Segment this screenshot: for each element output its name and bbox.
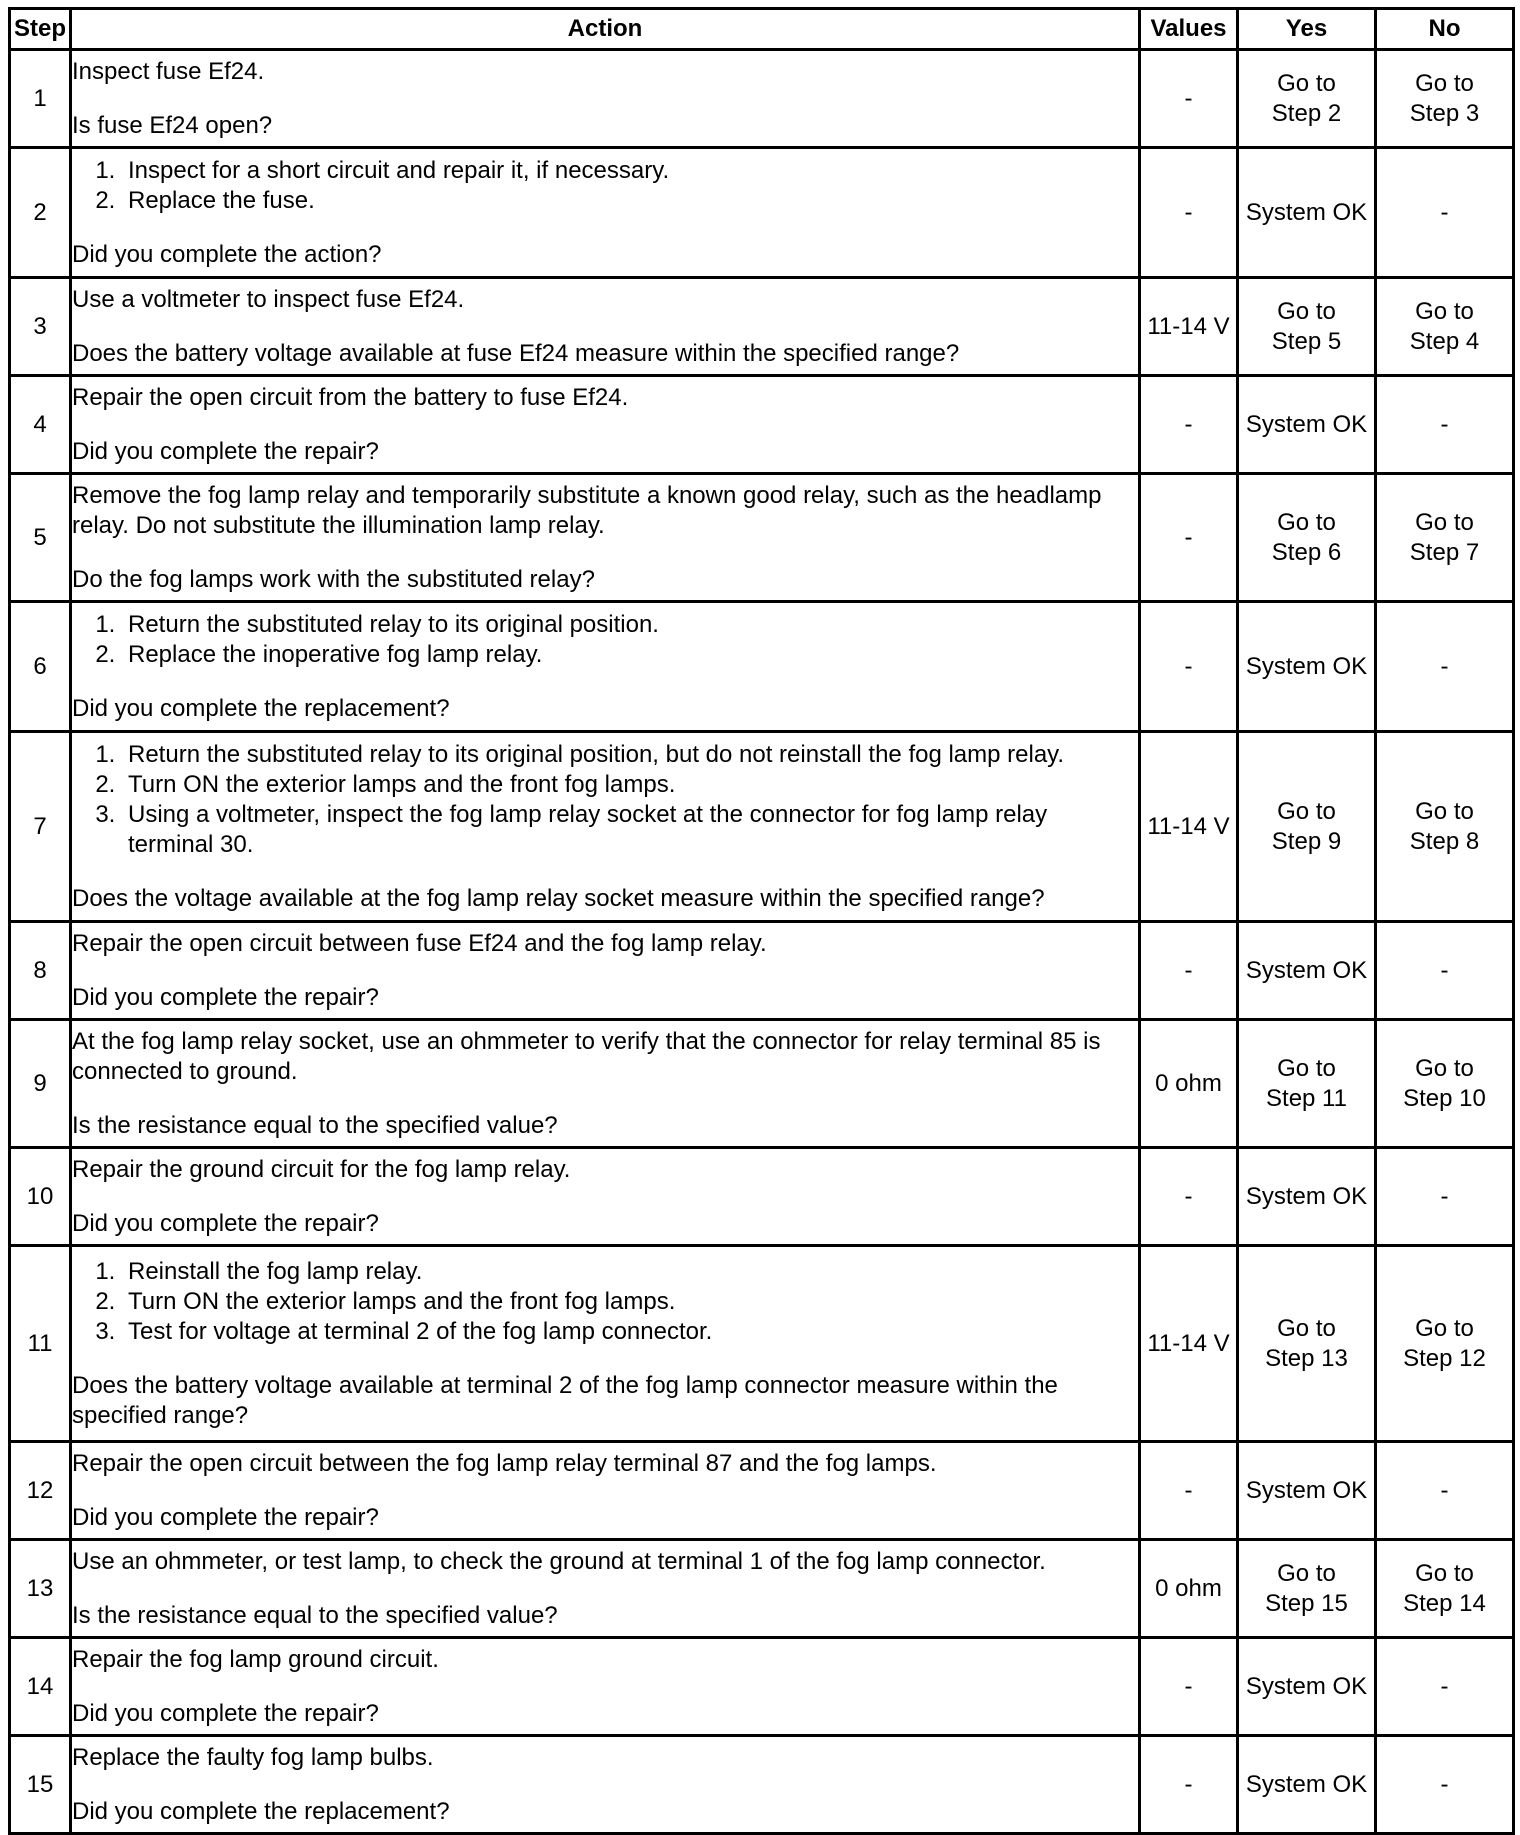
step-number: 2 <box>10 148 71 278</box>
yes-result-line: Go to <box>1277 1054 1336 1082</box>
header-values: Values <box>1140 9 1238 50</box>
yes-result-cell <box>1238 1540 1376 1638</box>
action-list-item: 1. Inspect for a short circuit and repair it, if necessary. <box>122 156 1138 186</box>
action-question: Does the battery voltage available at terminal 2 of the fog lamp connector measure within the specified range? <box>72 1371 1058 1429</box>
step-number: 15 <box>10 1736 71 1834</box>
action-list-item: 2. Turn ON the exterior lamps and the front fog lamps. <box>122 1287 1138 1317</box>
action-list-item: 1. Return the substituted relay to its original position, but do not reinstall the fog lamp relay. <box>122 740 1138 770</box>
yes-result-cell <box>1238 1442 1376 1540</box>
no-result-cell <box>1376 732 1514 922</box>
step-number: 9 <box>10 1020 71 1148</box>
no-result-line: - <box>1440 410 1449 438</box>
values-cell: 0 ohm <box>1140 1020 1238 1148</box>
action-cell <box>71 602 1140 732</box>
no-result-cell <box>1376 1638 1514 1736</box>
table-row <box>10 922 1514 1020</box>
action-question: Is the resistance equal to the specified value? <box>72 1111 558 1139</box>
table-row <box>10 50 1514 148</box>
action-list-item: 1. Reinstall the fog lamp relay. <box>122 1257 1138 1287</box>
no-result-line: Step 14 <box>1403 1589 1486 1617</box>
spacer <box>72 216 1138 240</box>
spacer <box>72 315 1138 339</box>
spacer <box>72 959 1138 983</box>
yes-result-line: Step 9 <box>1271 827 1342 855</box>
values-cell: 11-14 V <box>1140 732 1238 922</box>
action-text: Inspect fuse Ef24. <box>72 57 265 85</box>
action-question: Is the resistance equal to the specified value? <box>72 1601 558 1629</box>
step-number: 1 <box>10 50 71 148</box>
step-number: 10 <box>10 1148 71 1246</box>
no-result-line: Go to <box>1415 797 1474 825</box>
no-result-line: - <box>1440 1476 1449 1504</box>
step-number: 5 <box>10 474 71 602</box>
step-number: 11 <box>10 1246 71 1442</box>
yes-result-line: Step 6 <box>1271 538 1342 566</box>
yes-result-cell <box>1238 1020 1376 1148</box>
yes-result-line: Step 11 <box>1266 1084 1347 1112</box>
no-result-cell <box>1376 1540 1514 1638</box>
no-result-cell <box>1376 278 1514 376</box>
yes-result-cell <box>1238 474 1376 602</box>
action-list <box>72 156 1138 216</box>
values-cell: - <box>1140 1148 1238 1246</box>
no-result-cell <box>1376 1148 1514 1246</box>
yes-result-line: Step 13 <box>1265 1344 1348 1372</box>
values-cell: 11-14 V <box>1140 1246 1238 1442</box>
action-text: Replace the faulty fog lamp bulbs. <box>72 1743 434 1771</box>
table-row <box>10 278 1514 376</box>
step-number: 8 <box>10 922 71 1020</box>
action-cell <box>71 1442 1140 1540</box>
action-question: Does the battery voltage available at fuse Ef24 measure within the specified range? <box>72 339 960 367</box>
action-list-item: 2. Turn ON the exterior lamps and the front fog lamps. <box>122 770 1138 800</box>
action-list-item: 2. Replace the fuse. <box>122 186 1138 216</box>
spacer <box>72 860 1138 884</box>
spacer <box>72 1479 1138 1503</box>
action-list-item: 3. Test for voltage at terminal 2 of the fog lamp connector. <box>122 1317 1138 1347</box>
action-cell <box>71 1540 1140 1638</box>
no-result-line: - <box>1440 956 1449 984</box>
no-result-line: Go to <box>1415 1054 1474 1082</box>
step-number: 3 <box>10 278 71 376</box>
table-row <box>10 732 1514 922</box>
spacer <box>72 1675 1138 1699</box>
no-result-line: Step 12 <box>1403 1344 1486 1372</box>
action-cell <box>71 922 1140 1020</box>
action-cell <box>71 1638 1140 1736</box>
yes-result-line: Go to <box>1277 797 1336 825</box>
yes-result-cell <box>1238 1638 1376 1736</box>
table-row <box>10 1020 1514 1148</box>
action-cell <box>71 50 1140 148</box>
spacer <box>72 1087 1138 1111</box>
step-number: 12 <box>10 1442 71 1540</box>
table-row <box>10 1736 1514 1834</box>
action-cell <box>71 732 1140 922</box>
values-cell: - <box>1140 1736 1238 1834</box>
yes-result-cell <box>1238 50 1376 148</box>
no-result-line: - <box>1440 1770 1449 1798</box>
table-row <box>10 376 1514 474</box>
table-row <box>10 148 1514 278</box>
action-cell <box>71 474 1140 602</box>
yes-result-line: System OK <box>1245 1770 1368 1798</box>
table-body <box>10 50 1514 1834</box>
yes-result-cell <box>1238 1736 1376 1834</box>
no-result-line: Step 4 <box>1409 327 1480 355</box>
action-text: Repair the open circuit from the battery to fuse Ef24. <box>72 383 629 411</box>
yes-result-line: System OK <box>1245 198 1368 226</box>
action-list-item: 1. Return the substituted relay to its original position. <box>122 610 1138 640</box>
action-question: Do the fog lamps work with the substituted relay? <box>72 565 595 593</box>
no-result-line: Go to <box>1415 508 1474 536</box>
step-number: 4 <box>10 376 71 474</box>
no-result-line: Step 8 <box>1409 827 1480 855</box>
yes-result-line: System OK <box>1245 956 1368 984</box>
header-step: Step <box>10 9 71 50</box>
action-question: Did you complete the repair? <box>72 1209 379 1237</box>
yes-result-line: Step 2 <box>1271 99 1342 127</box>
step-number: 6 <box>10 602 71 732</box>
yes-result-cell <box>1238 602 1376 732</box>
yes-result-line: Go to <box>1277 69 1336 97</box>
no-result-line: - <box>1440 198 1449 226</box>
values-cell: - <box>1140 474 1238 602</box>
yes-result-cell <box>1238 278 1376 376</box>
no-result-cell <box>1376 148 1514 278</box>
action-list-item: 3. Using a voltmeter, inspect the fog lamp relay socket at the connector for fog lamp relay terminal 30. <box>122 800 1138 860</box>
yes-result-line: Step 5 <box>1271 327 1342 355</box>
yes-result-line: Step 15 <box>1265 1589 1348 1617</box>
yes-result-line: Go to <box>1277 1314 1336 1342</box>
no-result-cell <box>1376 1246 1514 1442</box>
header-no: No <box>1376 9 1514 50</box>
values-cell: - <box>1140 376 1238 474</box>
yes-result-line: System OK <box>1245 652 1368 680</box>
no-result-line: Step 10 <box>1403 1084 1486 1112</box>
header-action: Action <box>71 9 1140 50</box>
spacer <box>72 87 1138 111</box>
yes-result-cell <box>1238 1148 1376 1246</box>
action-cell <box>71 376 1140 474</box>
spacer <box>72 1185 1138 1209</box>
action-question: Did you complete the replacement? <box>72 1797 450 1825</box>
step-number: 13 <box>10 1540 71 1638</box>
no-result-line: Go to <box>1415 1314 1474 1342</box>
no-result-cell <box>1376 922 1514 1020</box>
no-result-line: - <box>1440 652 1449 680</box>
action-question: Is fuse Ef24 open? <box>72 111 273 139</box>
no-result-cell <box>1376 376 1514 474</box>
values-cell: 0 ohm <box>1140 1540 1238 1638</box>
diagnostic-table <box>8 7 1515 1835</box>
values-cell: - <box>1140 1442 1238 1540</box>
action-list <box>72 1257 1138 1347</box>
action-text: At the fog lamp relay socket, use an ohmmeter to verify that the connector for relay terminal 85 is connected to ground. <box>72 1027 1101 1085</box>
yes-result-line: Go to <box>1277 1559 1336 1587</box>
yes-result-cell <box>1238 148 1376 278</box>
step-number: 14 <box>10 1638 71 1736</box>
table-row <box>10 1442 1514 1540</box>
no-result-cell <box>1376 474 1514 602</box>
action-question: Did you complete the repair? <box>72 1503 379 1531</box>
values-cell: - <box>1140 1638 1238 1736</box>
no-result-cell <box>1376 602 1514 732</box>
no-result-line: Go to <box>1415 1559 1474 1587</box>
action-question: Does the voltage available at the fog lamp relay socket measure within the specified range? <box>72 884 1045 912</box>
action-cell <box>71 148 1140 278</box>
no-result-line: Step 7 <box>1409 538 1480 566</box>
no-result-line: Go to <box>1415 69 1474 97</box>
values-cell: - <box>1140 922 1238 1020</box>
yes-result-line: System OK <box>1245 1672 1368 1700</box>
spacer <box>72 1347 1138 1371</box>
action-text: Repair the fog lamp ground circuit. <box>72 1645 439 1673</box>
table-row <box>10 1148 1514 1246</box>
yes-result-cell <box>1238 1246 1376 1442</box>
action-text: Use an ohmmeter, or test lamp, to check the ground at terminal 1 of the fog lamp connector. <box>72 1547 1046 1575</box>
no-result-cell <box>1376 1020 1514 1148</box>
values-cell: - <box>1140 148 1238 278</box>
action-question: Did you complete the repair? <box>72 983 379 1011</box>
action-text: Repair the open circuit between fuse Ef24 and the fog lamp relay. <box>72 929 767 957</box>
action-cell <box>71 1246 1140 1442</box>
spacer <box>72 670 1138 694</box>
action-question: Did you complete the repair? <box>72 437 379 465</box>
action-text: Use a voltmeter to inspect fuse Ef24. <box>72 285 465 313</box>
action-text: Repair the ground circuit for the fog lamp relay. <box>72 1155 571 1183</box>
step-number: 7 <box>10 732 71 922</box>
action-cell <box>71 1736 1140 1834</box>
no-result-cell <box>1376 1736 1514 1834</box>
action-cell <box>71 1020 1140 1148</box>
no-result-cell <box>1376 50 1514 148</box>
values-cell: 11-14 V <box>1140 278 1238 376</box>
action-list <box>72 740 1138 860</box>
header-row <box>10 9 1514 50</box>
spacer <box>72 1577 1138 1601</box>
yes-result-line: System OK <box>1245 1182 1368 1210</box>
action-list <box>72 610 1138 670</box>
values-cell: - <box>1140 50 1238 148</box>
yes-result-line: Go to <box>1277 508 1336 536</box>
no-result-line: Go to <box>1415 297 1474 325</box>
action-question: Did you complete the action? <box>72 240 382 268</box>
table-row <box>10 602 1514 732</box>
yes-result-line: Go to <box>1277 297 1336 325</box>
action-text: Remove the fog lamp relay and temporarily substitute a known good relay, such as the headlamp relay. Do not substitute the illumination lamp relay. <box>72 481 1102 539</box>
table-row <box>10 1246 1514 1442</box>
spacer <box>72 541 1138 565</box>
table-row <box>10 474 1514 602</box>
values-cell: - <box>1140 602 1238 732</box>
action-cell <box>71 278 1140 376</box>
yes-result-cell <box>1238 376 1376 474</box>
yes-result-cell <box>1238 732 1376 922</box>
spacer <box>72 1773 1138 1797</box>
spacer <box>72 413 1138 437</box>
yes-result-line: System OK <box>1245 410 1368 438</box>
yes-result-line: System OK <box>1245 1476 1368 1504</box>
table-row <box>10 1638 1514 1736</box>
no-result-line: - <box>1440 1182 1449 1210</box>
action-question: Did you complete the replacement? <box>72 694 450 722</box>
action-cell <box>71 1148 1140 1246</box>
no-result-cell <box>1376 1442 1514 1540</box>
no-result-line: - <box>1440 1672 1449 1700</box>
no-result-line: Step 3 <box>1409 99 1480 127</box>
header-yes: Yes <box>1238 9 1376 50</box>
action-question: Did you complete the repair? <box>72 1699 379 1727</box>
yes-result-cell <box>1238 922 1376 1020</box>
table-row <box>10 1540 1514 1638</box>
action-list-item: 2. Replace the inoperative fog lamp relay. <box>122 640 1138 670</box>
action-text: Repair the open circuit between the fog lamp relay terminal 87 and the fog lamps. <box>72 1449 937 1477</box>
